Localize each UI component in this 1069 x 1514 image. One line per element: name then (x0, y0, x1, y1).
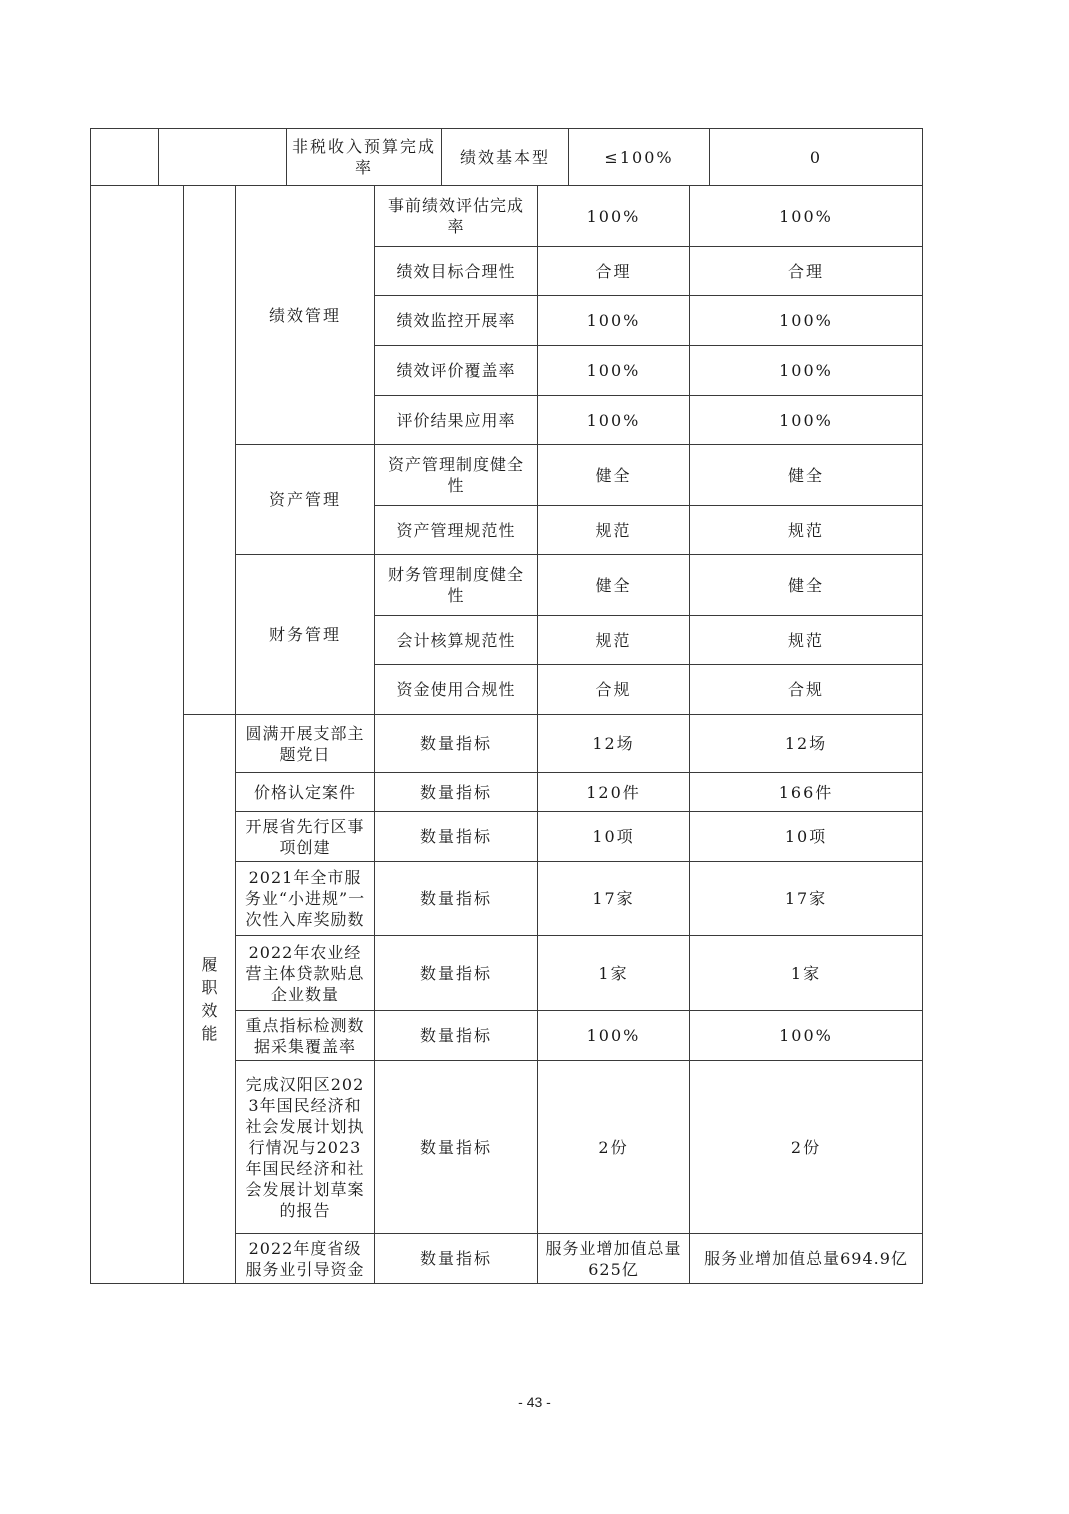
target-value-cell: 100% (538, 186, 690, 247)
indicator-cell: 会计核算规范性 (375, 616, 538, 665)
actual-value-cell: 166件 (690, 773, 923, 812)
task-cell: 2022年度省级服务业引导资金 (236, 1234, 375, 1284)
actual-value-cell: 100% (690, 186, 923, 247)
indicator-cell: 绩效监控开展率 (375, 296, 538, 346)
performance-indicator-table (90, 185, 923, 1284)
target-value-cell: 100% (538, 296, 690, 346)
target-value-cell: 规范 (538, 506, 690, 555)
indicator-cell: 非税收入预算完成率 (287, 129, 442, 186)
actual-value-cell: 10项 (690, 812, 923, 862)
section-label-duty-effect (184, 715, 236, 1284)
actual-value-cell: 2份 (690, 1061, 923, 1234)
target-value-cell: 2份 (538, 1061, 690, 1234)
target-value-cell: 健全 (538, 555, 690, 616)
table-row (91, 715, 923, 773)
indicator-cell: 资金使用合规性 (375, 665, 538, 715)
top-continuation-table (90, 128, 923, 186)
actual-value-cell: 1家 (690, 936, 923, 1011)
task-cell: 完成汉阳区2023年国民经济和社会发展计划执行情况与2023年国民经济和社会发展计划草案的报告 (236, 1061, 375, 1234)
indicator-cell: 评价结果应用率 (375, 396, 538, 445)
actual-value-cell: 合规 (690, 665, 923, 715)
indicator-cell: 绩效目标合理性 (375, 247, 538, 296)
target-value-cell: 合理 (538, 247, 690, 296)
indicator-type-cell: 数量指标 (375, 936, 538, 1011)
indicator-type-cell: 数量指标 (375, 1011, 538, 1061)
target-value-cell: 12场 (538, 715, 690, 773)
section-label-text: 履职效能 (201, 955, 218, 1043)
indicator-type-cell: 数量指标 (375, 773, 538, 812)
task-cell: 开展省先行区事项创建 (236, 812, 375, 862)
target-value-cell: 合规 (538, 665, 690, 715)
actual-value-cell: 健全 (690, 445, 923, 506)
task-cell: 重点指标检测数据采集覆盖率 (236, 1011, 375, 1061)
actual-value-cell: 服务业增加值总量694.9亿 (690, 1234, 923, 1284)
empty-cell (91, 129, 159, 186)
indicator-type-cell: 数量指标 (375, 1234, 538, 1284)
table-row (91, 186, 923, 247)
indicator-cell: 绩效评价覆盖率 (375, 346, 538, 396)
indicator-cell: 财务管理制度健全性 (375, 555, 538, 616)
target-value-cell: 100% (538, 346, 690, 396)
actual-value-cell: 100% (690, 1011, 923, 1061)
task-cell: 圆满开展支部主题党日 (236, 715, 375, 773)
actual-value-cell: 健全 (690, 555, 923, 616)
target-value-cell: 10项 (538, 812, 690, 862)
page-number: - 43 - (518, 1394, 551, 1410)
actual-value-cell: 规范 (690, 616, 923, 665)
actual-value-cell: 100% (690, 346, 923, 396)
indicator-type-cell: 数量指标 (375, 812, 538, 862)
target-value-cell: 17家 (538, 862, 690, 936)
table-row (91, 129, 923, 186)
empty-cell (184, 186, 236, 715)
actual-value-cell: 规范 (690, 506, 923, 555)
indicator-type-cell: 数量指标 (375, 715, 538, 773)
actual-value-cell: 100% (690, 396, 923, 445)
section-label-perf-mgmt: 绩效管理 (236, 186, 375, 445)
target-value-cell: 服务业增加值总量625亿 (538, 1234, 690, 1284)
indicator-cell: 资产管理制度健全性 (375, 445, 538, 506)
section-label-fin-mgmt: 财务管理 (236, 555, 375, 715)
target-value-cell: 健全 (538, 445, 690, 506)
target-value-cell: 120件 (538, 773, 690, 812)
empty-cell (91, 186, 184, 1284)
actual-value-cell: 100% (690, 296, 923, 346)
indicator-cell: 事前绩效评估完成率 (375, 186, 538, 247)
indicator-cell: 资产管理规范性 (375, 506, 538, 555)
target-value-cell: 100% (538, 1011, 690, 1061)
empty-cell (159, 129, 287, 186)
task-cell: 价格认定案件 (236, 773, 375, 812)
actual-value-cell: 12场 (690, 715, 923, 773)
target-value-cell: 1家 (538, 936, 690, 1011)
actual-value-cell: 合理 (690, 247, 923, 296)
indicator-type-cell: 数量指标 (375, 1061, 538, 1234)
target-value-cell: 100% (538, 396, 690, 445)
target-value-cell: 规范 (538, 616, 690, 665)
task-cell: 2022年农业经营主体贷款贴息企业数量 (236, 936, 375, 1011)
task-cell: 2021年全市服务业“小进规”一次性入库奖励数 (236, 862, 375, 936)
target-value-cell: ≤100% (569, 129, 710, 186)
indicator-type-cell: 绩效基本型 (442, 129, 569, 186)
indicator-type-cell: 数量指标 (375, 862, 538, 936)
actual-value-cell: 17家 (690, 862, 923, 936)
actual-value-cell: 0 (710, 129, 923, 186)
section-label-asset-mgmt: 资产管理 (236, 445, 375, 555)
